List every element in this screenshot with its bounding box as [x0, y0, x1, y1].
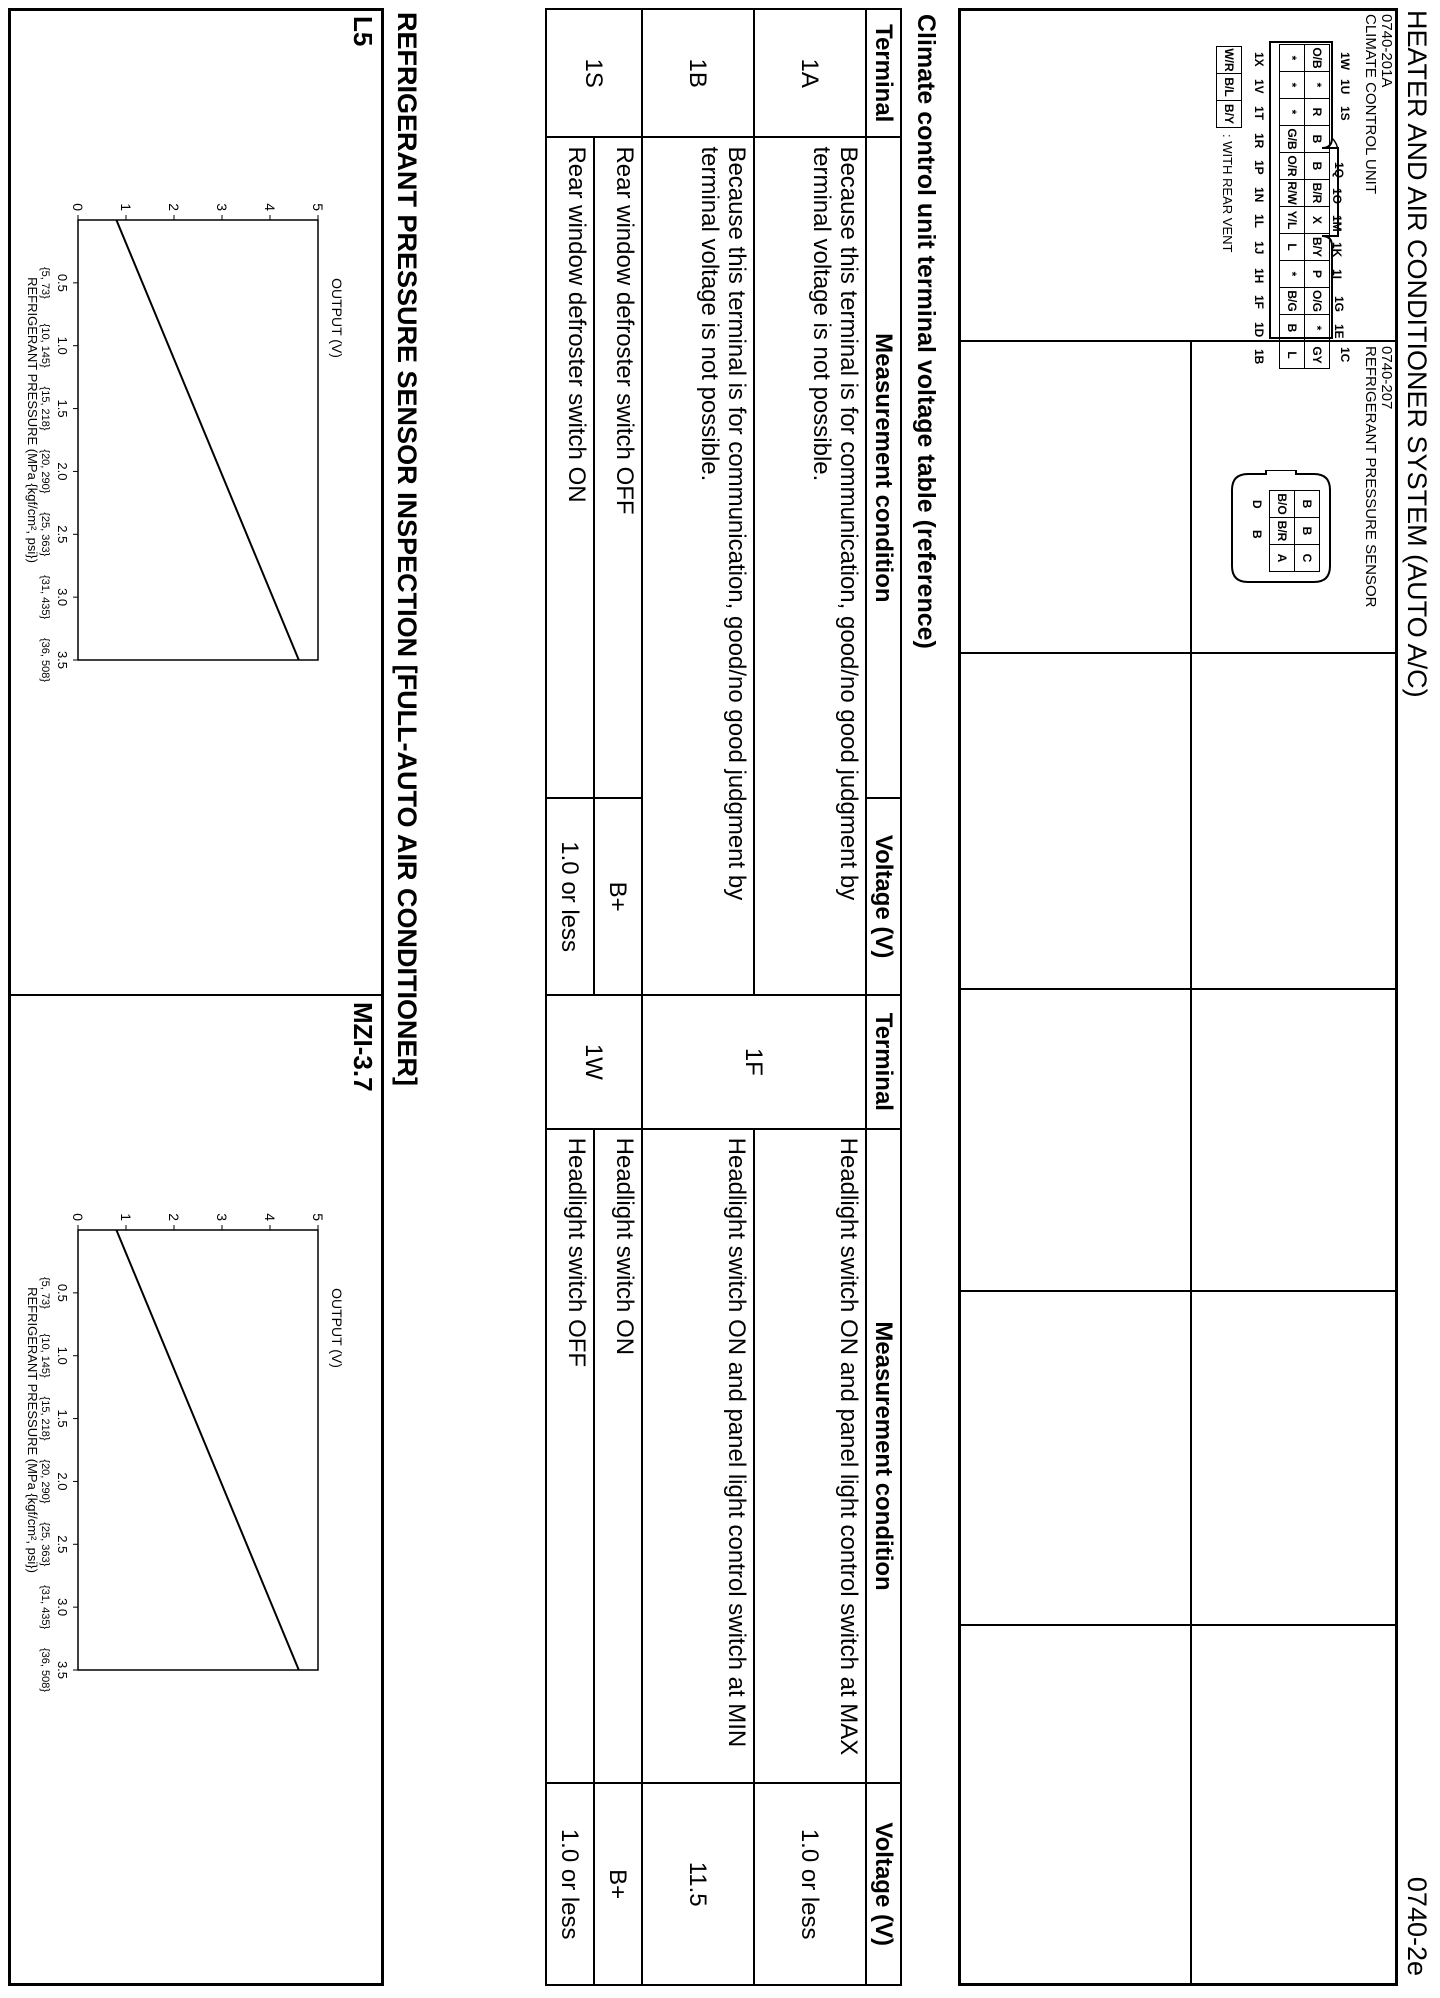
- pin-label: 1U: [1338, 79, 1352, 95]
- pin-label: 1X: [1252, 52, 1266, 67]
- panel-label-mzi: MZI-3.7: [348, 1002, 378, 1092]
- pin-label: 1H: [1252, 268, 1266, 284]
- pin-cell: L: [1280, 342, 1305, 369]
- divider: [10, 994, 382, 996]
- pin-label: 1M: [1330, 215, 1344, 232]
- series-line: [116, 220, 298, 660]
- connector-sensor-name: REFRIGERANT PRESSURE SENSOR: [1362, 346, 1379, 608]
- pin-label: 1D: [1252, 322, 1266, 338]
- terminal-cell: 1F: [642, 995, 866, 1129]
- pin-cell: *: [1280, 261, 1305, 288]
- panel-label-l5: L5: [348, 16, 378, 47]
- rear-vent-note: : WITH REAR VENT: [1220, 134, 1235, 253]
- pin-cell: B/Y: [1305, 234, 1330, 261]
- x-tick-label: 1.5: [55, 1409, 70, 1428]
- x-tick-label: 0.5: [55, 273, 70, 292]
- pin-label: 1W: [1338, 52, 1352, 70]
- x-tick-sublabel: {36, 508}: [39, 637, 51, 683]
- y-tick-label: 2: [166, 203, 182, 211]
- divider: [1190, 340, 1192, 1984]
- x-tick-sublabel: {25, 363}: [39, 512, 51, 557]
- column-header: Voltage (V): [866, 798, 901, 995]
- voltage-cell: B+: [594, 1783, 642, 1985]
- x-tick-sublabel: {10, 145}: [39, 323, 51, 368]
- pin-cell: *: [1305, 72, 1330, 99]
- y-tick-label: 3: [214, 1213, 230, 1221]
- table-row: [642, 9, 754, 995]
- x-tick-label: 3.5: [55, 1660, 70, 1680]
- y-tick-label: 4: [262, 1213, 278, 1221]
- condition-cell: Headlight switch ON: [594, 1129, 642, 1784]
- pin-cell: L: [1280, 234, 1305, 261]
- y-axis-label: OUTPUT (V): [329, 278, 345, 358]
- pin-cell: A: [1270, 545, 1295, 572]
- pin-cell: B/R: [1270, 518, 1295, 545]
- x-tick-sublabel: {20, 290}: [39, 1459, 51, 1504]
- plot-frame: [78, 220, 318, 660]
- connector-row: [1295, 491, 1320, 572]
- table-row: [754, 995, 866, 1985]
- x-tick-sublabel: {31, 435}: [39, 575, 51, 620]
- voltage-table-right: [545, 994, 902, 1986]
- connector-row: [1305, 45, 1330, 369]
- pin-cell: B/R: [1305, 180, 1330, 207]
- connector-sensor-code: 0740-207: [1378, 346, 1395, 410]
- pin-cell: R: [1305, 99, 1330, 126]
- y-tick-label: 5: [310, 1213, 326, 1221]
- column-header: Measurement condition: [866, 1129, 901, 1784]
- pin-cell: B: [1295, 491, 1320, 518]
- divider: [960, 1290, 1396, 1292]
- legend-cell: B/L: [1217, 74, 1242, 101]
- terminal-cell: 1A: [754, 9, 866, 137]
- voltage-cell: 1.0 or less: [546, 1783, 594, 1985]
- x-tick-sublabel: {36, 508}: [39, 1647, 51, 1693]
- pin-cell: *: [1280, 72, 1305, 99]
- terminal-cell: 1S: [546, 9, 642, 137]
- x-tick-label: 3.5: [55, 650, 70, 670]
- voltage-cell: B+: [594, 798, 642, 995]
- column-header: Terminal: [866, 9, 901, 137]
- connector-unit-name: CLIMATE CONTROL UNIT: [1362, 14, 1379, 195]
- condition-cell: Headlight switch OFF: [546, 1129, 594, 1784]
- pin-cell: B/O: [1270, 491, 1295, 518]
- x-tick-sublabel: {20, 290}: [39, 449, 51, 494]
- table-row: [546, 995, 594, 1985]
- y-tick-label: 5: [310, 203, 326, 211]
- y-tick-label: 1: [118, 203, 134, 211]
- condition-cell: Headlight switch ON and panel light control switch at MAX: [754, 1129, 866, 1784]
- pin-cell: *: [1280, 99, 1305, 126]
- pin-label: 1K: [1330, 242, 1344, 258]
- pin-label: 1G: [1332, 296, 1346, 313]
- pin-cell: B/G: [1280, 288, 1305, 315]
- pin-cell: B: [1305, 153, 1330, 180]
- pin-cell: O/G: [1305, 288, 1330, 315]
- x-tick-sublabel: {31, 435}: [39, 1585, 51, 1630]
- divider: [960, 988, 1396, 990]
- pin-cell: *: [1305, 315, 1330, 342]
- pin-label: 1B: [1252, 349, 1266, 365]
- x-tick-sublabel: {15, 218}: [39, 386, 51, 431]
- x-tick-label: 1.0: [55, 1346, 70, 1365]
- pressure-output-chart-l5: [20, 150, 350, 710]
- pin-label: 1V: [1252, 79, 1266, 94]
- section-title: REFRIGERANT PRESSURE SENSOR INSPECTION [FULL-AUTO AIR CONDITIONER]: [392, 12, 422, 1087]
- x-tick-label: 2.0: [55, 462, 70, 481]
- pin-cell: B: [1280, 315, 1305, 342]
- pressure-output-chart-mzi: [20, 1160, 350, 1720]
- pin-cell: P: [1305, 261, 1330, 288]
- pin-cell: GY: [1305, 342, 1330, 369]
- divider: [960, 1624, 1396, 1626]
- y-tick-label: 0: [70, 203, 86, 211]
- pin-label: 1E: [1332, 324, 1346, 339]
- table-row: [594, 9, 642, 995]
- x-tick-sublabel: {15, 218}: [39, 1396, 51, 1441]
- pin-label: 1R: [1252, 133, 1266, 149]
- y-axis-label: OUTPUT (V): [329, 1288, 345, 1368]
- pin-label: 1I: [1330, 269, 1344, 280]
- voltage-cell: 1.0 or less: [754, 1783, 866, 1985]
- pin-label: 1C: [1338, 347, 1352, 363]
- connector-sensor-grid: [1269, 490, 1320, 572]
- rear-vent-legend: [1216, 46, 1242, 128]
- y-tick-label: 2: [166, 1213, 182, 1221]
- x-tick-sublabel: {5, 73}: [39, 1276, 51, 1309]
- pin-cell: O/R: [1280, 153, 1305, 180]
- legend-cell: B/Y: [1217, 101, 1242, 128]
- terminal-cell: 1W: [546, 995, 642, 1129]
- pin-cell: Y/L: [1280, 207, 1305, 234]
- table-row: [642, 995, 754, 1985]
- table-row: [594, 995, 642, 1985]
- x-tick-sublabel: {25, 363}: [39, 1522, 51, 1567]
- x-tick-label: 2.5: [55, 525, 70, 544]
- pin-label: 1O: [1330, 188, 1344, 205]
- pin-label: 1P: [1252, 160, 1266, 175]
- pin-cell: R/W: [1280, 180, 1305, 207]
- connector-row: [1280, 45, 1305, 369]
- terminal-cell: 1B: [642, 9, 754, 137]
- pin-label: 1T: [1252, 106, 1266, 121]
- pin-label: 1J: [1252, 241, 1266, 255]
- pin-label: 1Q: [1332, 162, 1346, 179]
- bottom-pin-labels: [1246, 52, 1266, 372]
- x-tick-label: 0.5: [55, 1283, 70, 1302]
- condition-cell: Rear window defroster switch ON: [546, 137, 594, 798]
- x-tick-sublabel: {10, 145}: [39, 1333, 51, 1378]
- x-tick-label: 1.5: [55, 399, 70, 418]
- condition-cell: Headlight switch ON and panel light control switch at MIN: [642, 1129, 754, 1784]
- column-header: Measurement condition: [866, 137, 901, 798]
- pin-cell: X: [1305, 207, 1330, 234]
- table-header-row: [866, 995, 901, 1985]
- pin-cell: O/B: [1305, 45, 1330, 72]
- pin-label: 1F: [1252, 295, 1266, 310]
- series-line: [116, 1230, 298, 1670]
- page-number: 0740-2e: [1402, 1876, 1432, 1976]
- x-axis-label: REFRIGERANT PRESSURE (MPa {kgf/cm², psi}): [25, 1287, 40, 1573]
- legend-row: [1217, 47, 1242, 128]
- table-row: [546, 9, 594, 995]
- divider: [960, 340, 1396, 342]
- voltage-cell: 11.5: [642, 1783, 754, 1985]
- y-tick-label: 1: [118, 1213, 134, 1221]
- pin-cell: B: [1295, 518, 1320, 545]
- y-tick-label: 4: [262, 203, 278, 211]
- pin-cell: C: [1295, 545, 1320, 572]
- connector-unit-code: 0740-201A: [1378, 14, 1395, 88]
- pin-cell: G/B: [1280, 126, 1305, 153]
- pin-cell: B: [1305, 126, 1330, 153]
- table-header-row: [866, 9, 901, 995]
- x-axis-label: REFRIGERANT PRESSURE (MPa {kgf/cm², psi}): [25, 277, 40, 563]
- pin-label: 1S: [1338, 106, 1352, 121]
- pin-label: 1L: [1252, 214, 1266, 229]
- table-row: [754, 9, 866, 995]
- divider: [960, 652, 1396, 654]
- condition-cell: Rear window defroster switch OFF: [594, 137, 642, 798]
- connector-row: [1270, 491, 1295, 572]
- x-tick-label: 1.0: [55, 336, 70, 355]
- x-tick-sublabel: {5, 73}: [39, 266, 51, 299]
- x-tick-label: 3.0: [55, 588, 70, 607]
- voltage-table-title: Climate control unit terminal voltage table (reference): [912, 14, 940, 649]
- pin-cell: *: [1280, 45, 1305, 72]
- y-tick-label: 3: [214, 203, 230, 211]
- column-header: Voltage (V): [866, 1783, 901, 1985]
- connector-unit-grid: [1279, 44, 1330, 369]
- y-tick-label: 0: [70, 1213, 86, 1221]
- pin-label: B: [1250, 530, 1264, 539]
- x-tick-label: 3.0: [55, 1598, 70, 1617]
- column-header: Terminal: [866, 995, 901, 1129]
- voltage-table-left: [545, 8, 902, 996]
- condition-cell: Because this terminal is for communication, good/no good judgment by terminal voltage is not possible.: [642, 137, 754, 995]
- x-tick-label: 2.5: [55, 1535, 70, 1554]
- page-title: HEATER AND AIR CONDITIONER SYSTEM (AUTO A/C): [1402, 10, 1432, 698]
- pin-label: D: [1250, 500, 1264, 509]
- x-tick-label: 2.0: [55, 1472, 70, 1491]
- condition-cell: Because this terminal is for communication, good/no good judgment by terminal voltage is not possible.: [754, 137, 866, 995]
- legend-cell: W/R: [1217, 47, 1242, 74]
- voltage-cell: 1.0 or less: [546, 798, 594, 995]
- plot-frame: [78, 1230, 318, 1670]
- pin-label: 1N: [1252, 187, 1266, 203]
